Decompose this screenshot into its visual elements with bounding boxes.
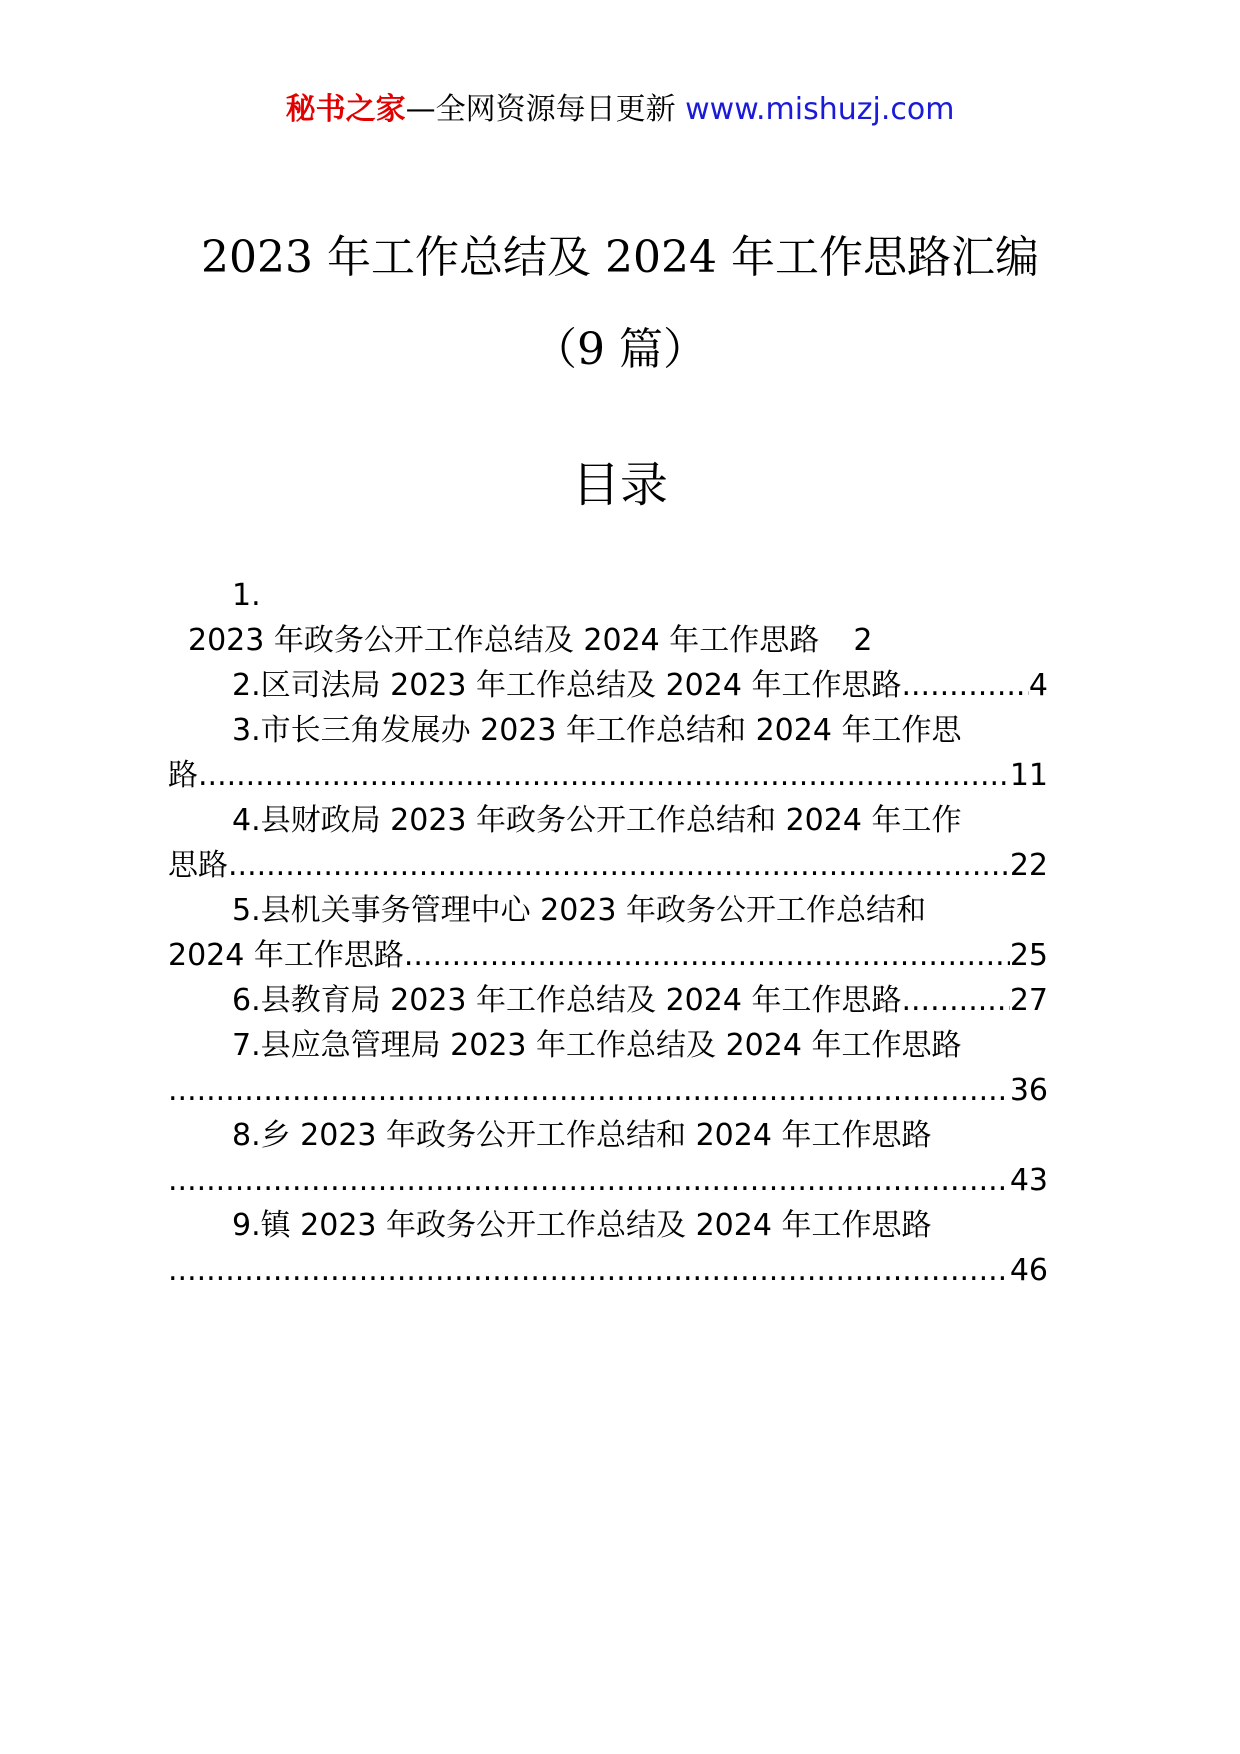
toc-entry-7-line-1[interactable] [188, 1023, 1048, 1068]
toc-entry-8-line-2[interactable] [168, 1158, 1048, 1203]
toc-entry-5-line-1[interactable] [188, 888, 1048, 933]
toc-entry-page: 36 [1009, 1073, 1048, 1108]
table-of-contents [168, 573, 1048, 1293]
brand-name: 秘书之家 [285, 92, 406, 127]
toc-entry-4-line-2[interactable] [168, 843, 1048, 888]
site-header [0, 90, 1240, 130]
toc-entry-title: 2023 年政务公开工作总结及 2024 年工作思路 [188, 623, 820, 658]
toc-entry-8-line-1[interactable] [188, 1113, 1048, 1158]
toc-entry-3-line-1[interactable] [188, 708, 1048, 753]
toc-entry-title: 6.县教育局 2023 年工作总结及 2024 年工作思路 [232, 983, 902, 1018]
document-subtitle: （9 篇） [533, 324, 707, 375]
toc-entry-title: 9.镇 2023 年政务公开工作总结及 2024 年工作思路 [232, 1208, 932, 1243]
toc-entry-title-continued: 思路 [168, 848, 228, 883]
toc-entry-3-line-2[interactable] [168, 753, 1048, 798]
toc-entry-4-line-1[interactable] [188, 798, 1048, 843]
toc-entry-9-line-2[interactable] [168, 1248, 1048, 1293]
toc-leader-dots [901, 978, 1009, 1023]
toc-entry-number: 1. [232, 578, 261, 613]
toc-leader-dots [901, 663, 1028, 708]
site-url-link[interactable]: www.mishuzj.com [685, 92, 955, 127]
toc-leader-dots [228, 843, 1010, 888]
toc-leader-dots [404, 933, 1010, 978]
toc-entry-title: 3.市长三角发展办 2023 年工作总结和 2024 年工作思 [232, 713, 962, 748]
toc-entry-page: 46 [1009, 1253, 1048, 1288]
document-title: 2023 年工作总结及 2024 年工作思路汇编 [201, 232, 1039, 283]
toc-entry-page: 11 [1009, 758, 1048, 793]
toc-entry-title: 4.县财政局 2023 年政务公开工作总结和 2024 年工作 [232, 803, 962, 838]
toc-entry-page: 4 [1028, 668, 1048, 703]
toc-entry-1[interactable] [188, 618, 1048, 663]
toc-leader-dots [168, 1068, 1010, 1113]
toc-entry-5-line-2[interactable] [168, 933, 1048, 978]
toc-leader-dots [168, 1158, 1010, 1203]
toc-entry-title-continued: 路 [168, 758, 198, 793]
toc-entry-page: 2 [853, 623, 873, 658]
toc-entry-title-continued: 2024 年工作思路 [168, 938, 404, 973]
toc-entry-9-line-1[interactable] [188, 1203, 1048, 1248]
header-slogan: —全网资源每日更新 [405, 92, 676, 127]
toc-entry-1-number-line[interactable] [188, 573, 1048, 618]
toc-entry-title: 8.乡 2023 年政务公开工作总结和 2024 年工作思路 [232, 1118, 932, 1153]
toc-entry-page: 43 [1009, 1163, 1048, 1198]
toc-entry-6[interactable] [188, 978, 1048, 1023]
toc-entry-title: 2.区司法局 2023 年工作总结及 2024 年工作思路 [232, 668, 902, 703]
toc-leader-dots [168, 1248, 1010, 1293]
toc-leader-dots [198, 753, 1010, 798]
toc-entry-page: 25 [1009, 938, 1048, 973]
toc-entry-title: 5.县机关事务管理中心 2023 年政务公开工作总结和 [232, 893, 927, 928]
toc-heading: 目录 [571, 457, 668, 513]
toc-entry-page: 22 [1009, 848, 1048, 883]
toc-entry-page: 27 [1009, 983, 1048, 1018]
toc-entry-7-line-2[interactable] [168, 1068, 1048, 1113]
toc-entry-title: 7.县应急管理局 2023 年工作总结及 2024 年工作思路 [232, 1028, 962, 1063]
toc-entry-2[interactable] [188, 663, 1048, 708]
